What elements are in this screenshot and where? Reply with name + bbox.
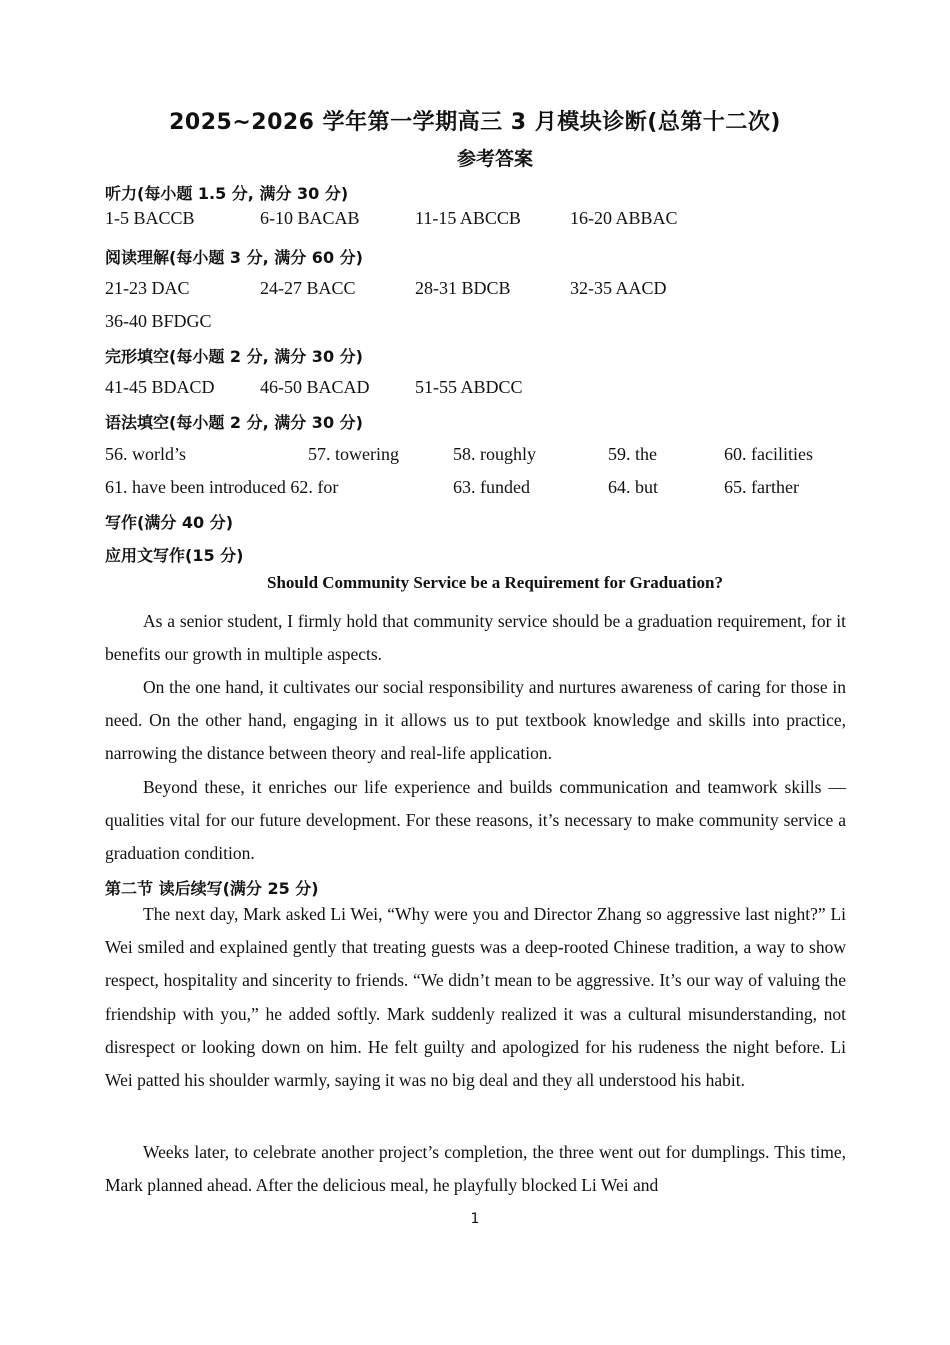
writing-part1-heading: 应用文写作(15 分) (105, 546, 244, 565)
page-number: 1 (470, 1211, 480, 1227)
answer-item: 63. funded (453, 477, 530, 497)
listening-heading: 听力(每小题 1.5 分, 满分 30 分) (105, 184, 349, 203)
answer-group: 6-10 BACAB (260, 208, 360, 228)
answer-item: 59. the (608, 444, 657, 464)
answer-item: 57. towering (308, 444, 399, 464)
answer-group: 16-20 ABBAC (570, 208, 678, 228)
answer-item: 61. have been introduced 62. for (105, 477, 339, 497)
essay-paragraph: On the one hand, it cultivates our social responsibility and nurtures awareness of caring for those in need. On the other hand, engaging in it allows us to put textbook knowledge and skills into practice, narrowing the distance between theory and real-life application. (105, 677, 846, 764)
essay-title: Should Community Service be a Requirement for Graduation? (266, 573, 724, 592)
answer-item: 65. farther (724, 477, 799, 497)
cloze-heading: 完形填空(每小题 2 分, 满分 30 分) (105, 347, 363, 366)
answer-group: 36-40 BFDGC (105, 311, 212, 331)
writing-heading: 写作(满分 40 分) (105, 513, 234, 532)
answer-group: 41-45 BDACD (105, 377, 215, 397)
continuation-paragraph: Weeks later, to celebrate another project’s completion, the three went out for dumplings. This time, Mark planned ahead. After the delicious meal, he playfully blocked Li Wei and (105, 1142, 846, 1196)
page-subtitle: 参考答案 (456, 148, 533, 170)
answer-group: 1-5 BACCB (105, 208, 195, 228)
answer-group: 24-27 BACC (260, 278, 356, 298)
writing-part2-heading: 第二节 读后续写(满分 25 分) (105, 879, 319, 898)
answer-group: 46-50 BACAD (260, 377, 370, 397)
essay-paragraph: As a senior student, I firmly hold that community service should be a graduation requirement, for it benefits our growth in multiple aspects. (105, 611, 846, 665)
essay-paragraph: Beyond these, it enriches our life experience and builds communication and teamwork skills — qualities vital for our future development. For these reasons, it’s necessary to make community service a graduation condition. (105, 777, 846, 864)
reading-heading: 阅读理解(每小题 3 分, 满分 60 分) (105, 248, 363, 267)
answer-item: 56. world’s (105, 444, 186, 464)
continuation-paragraph: The next day, Mark asked Li Wei, “Why were you and Director Zhang so aggressive last night?” Li Wei smiled and explained gently that treating guests was a deep-rooted Chinese tradition, a way to show respect, hospitality and sincerity to friends. “We didn’t mean to be aggressive. It’s our way of valuing the friendship with you,” he added softly. Mark suddenly realized it was a cultural misunderstanding, not disrespect or looking down on him. He felt guilty and apologized for his rudeness the night before. Li Wei patted his shoulder warmly, saying it was no big deal and they all understood his habit. (105, 904, 846, 1091)
answer-group: 11-15 ABCCB (415, 208, 521, 228)
answer-item: 64. but (608, 477, 659, 497)
page-title: 2025~2026 学年第一学期高三 3 月模块诊断(总第十二次) (169, 110, 781, 135)
answer-item: 58. roughly (453, 444, 536, 464)
grammar-heading: 语法填空(每小题 2 分, 满分 30 分) (105, 413, 363, 432)
answer-group: 28-31 BDCB (415, 278, 511, 298)
answer-group: 32-35 AACD (570, 278, 667, 298)
answer-item: 60. facilities (724, 444, 813, 464)
answer-group: 51-55 ABDCC (415, 377, 523, 397)
answer-group: 21-23 DAC (105, 278, 190, 298)
